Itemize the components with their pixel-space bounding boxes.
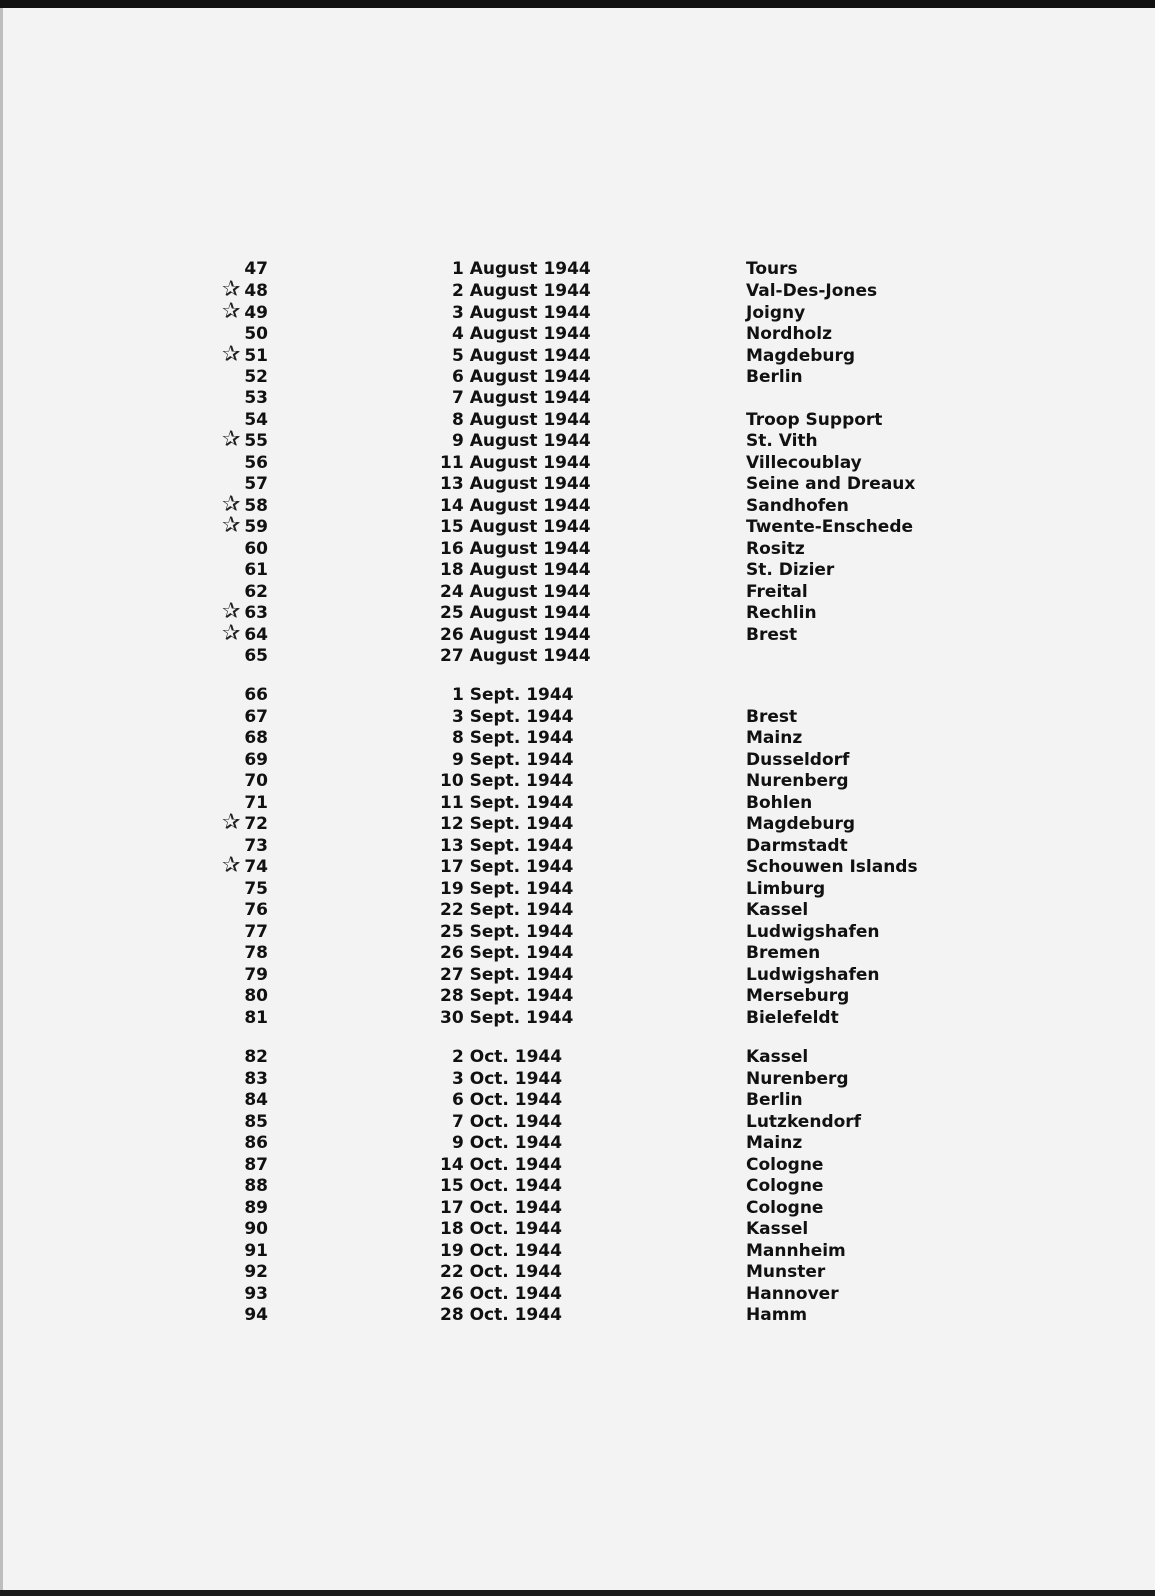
mission-number: 77 (244, 922, 268, 942)
mission-date: 30 Sept. 1944 (440, 1008, 574, 1028)
mission-row (0, 299, 1155, 324)
mission-target: Mainz (746, 1133, 803, 1153)
mission-number: 88 (244, 1176, 268, 1196)
mission-target: Freital (746, 582, 808, 602)
mission-target: Troop Support (746, 410, 883, 430)
mission-number: 58 (244, 496, 268, 516)
mission-target: Hannover (746, 1284, 839, 1304)
mission-row (0, 258, 1155, 280)
mission-row (0, 599, 1155, 624)
mission-number: 91 (244, 1241, 268, 1261)
mission-target: Rositz (746, 539, 805, 559)
mission-target: Kassel (746, 1219, 809, 1239)
mission-date: 17 Sept. 1944 (440, 857, 574, 877)
mission-target: Merseburg (746, 986, 850, 1006)
hand-drawn-star-icon: ✰ (222, 492, 241, 517)
mission-target: Darmstadt (746, 836, 848, 856)
mission-row (0, 473, 1155, 495)
mission-row (0, 1218, 1155, 1240)
mission-row (0, 581, 1155, 603)
mission-target: Brest (746, 625, 798, 645)
mission-number: 54 (244, 410, 268, 430)
mission-number: 94 (244, 1305, 268, 1325)
hand-drawn-star-icon: ✰ (222, 277, 241, 302)
mission-date: 19 Oct. 1944 (440, 1241, 562, 1261)
mission-target: Brest (746, 707, 798, 727)
hand-drawn-star-icon: ✰ (222, 342, 241, 367)
mission-number: 75 (244, 879, 268, 899)
mission-date: 6 August 1944 (452, 367, 591, 387)
mission-target: Joigny (746, 303, 806, 323)
mission-row (0, 1007, 1155, 1029)
mission-target: Nurenberg (746, 771, 849, 791)
mission-date: 7 Oct. 1944 (452, 1112, 563, 1132)
hand-drawn-star-icon: ✰ (222, 853, 241, 878)
mission-date: 11 Sept. 1944 (440, 793, 574, 813)
mission-number: 92 (244, 1262, 268, 1282)
mission-row (0, 559, 1155, 581)
mission-number: 51 (244, 346, 268, 366)
mission-row (0, 452, 1155, 474)
mission-date: 28 Sept. 1944 (440, 986, 574, 1006)
mission-date: 15 August 1944 (440, 517, 591, 537)
mission-number: 89 (244, 1198, 268, 1218)
mission-target: Kassel (746, 1047, 809, 1067)
mission-number: 59 (244, 517, 268, 537)
mission-row (0, 1046, 1155, 1068)
mission-target: Lutzkendorf (746, 1112, 862, 1132)
mission-target: Twente-Enschede (746, 517, 914, 537)
mission-date: 27 Sept. 1944 (440, 965, 574, 985)
mission-date: 3 Sept. 1944 (452, 707, 574, 727)
mission-row (0, 942, 1155, 964)
mission-date: 9 August 1944 (452, 431, 591, 451)
mission-date: 1 August 1944 (452, 259, 591, 279)
mission-number: 82 (244, 1047, 268, 1067)
mission-row (0, 1283, 1155, 1305)
mission-target: Schouwen Islands (746, 857, 918, 877)
mission-number: 84 (244, 1090, 268, 1110)
mission-date: 12 Sept. 1944 (440, 814, 574, 834)
mission-row (0, 985, 1155, 1007)
mission-row (0, 706, 1155, 728)
mission-target: Mainz (746, 728, 803, 748)
mission-number: 80 (244, 986, 268, 1006)
hand-drawn-star-icon: ✰ (222, 513, 241, 538)
mission-number: 78 (244, 943, 268, 963)
mission-row (0, 387, 1155, 409)
mission-row (0, 1197, 1155, 1219)
mission-number: 67 (244, 707, 268, 727)
mission-number: 49 (244, 303, 268, 323)
mission-target: Bohlen (746, 793, 813, 813)
mission-date: 1 Sept. 1944 (452, 685, 574, 705)
mission-date: 2 August 1944 (452, 281, 591, 301)
mission-target: St. Vith (746, 431, 818, 451)
mission-row (0, 513, 1155, 538)
mission-row (0, 492, 1155, 517)
mission-row (0, 1132, 1155, 1154)
mission-number: 86 (244, 1133, 268, 1153)
mission-target: Hamm (746, 1305, 808, 1325)
mission-number: 60 (244, 539, 268, 559)
mission-date: 3 Oct. 1944 (452, 1069, 563, 1089)
mission-number: 79 (244, 965, 268, 985)
mission-number: 63 (244, 603, 268, 623)
mission-date: 7 August 1944 (452, 388, 591, 408)
mission-number: 72 (244, 814, 268, 834)
mission-target: Seine and Dreaux (746, 474, 916, 494)
mission-number: 52 (244, 367, 268, 387)
mission-row (0, 1068, 1155, 1090)
mission-row (0, 366, 1155, 388)
mission-date: 26 Sept. 1944 (440, 943, 574, 963)
mission-row (0, 1111, 1155, 1133)
top-edge-shadow (0, 0, 1155, 8)
mission-row (0, 921, 1155, 943)
mission-row (0, 1240, 1155, 1262)
mission-date: 14 Oct. 1944 (440, 1155, 562, 1175)
mission-target: Magdeburg (746, 814, 856, 834)
mission-row (0, 621, 1155, 646)
mission-target: Tours (746, 259, 798, 279)
mission-row (0, 964, 1155, 986)
mission-target: Nordholz (746, 324, 832, 344)
hand-drawn-star-icon: ✰ (222, 427, 241, 452)
mission-number: 74 (244, 857, 268, 877)
mission-number: 93 (244, 1284, 268, 1304)
mission-number: 55 (244, 431, 268, 451)
mission-date: 22 Oct. 1944 (440, 1262, 562, 1282)
hand-drawn-star-icon: ✰ (222, 299, 241, 324)
mission-number: 85 (244, 1112, 268, 1132)
mission-date: 10 Sept. 1944 (440, 771, 574, 791)
mission-row (0, 342, 1155, 367)
mission-date: 16 August 1944 (440, 539, 591, 559)
mission-date: 15 Oct. 1944 (440, 1176, 562, 1196)
mission-number: 48 (244, 281, 268, 301)
hand-drawn-star-icon: ✰ (222, 810, 241, 835)
mission-target: Ludwigshafen (746, 922, 880, 942)
mission-target: Rechlin (746, 603, 817, 623)
mission-row (0, 277, 1155, 302)
mission-target: Cologne (746, 1176, 824, 1196)
mission-row (0, 770, 1155, 792)
mission-target: Dusseldorf (746, 750, 850, 770)
mission-number: 69 (244, 750, 268, 770)
mission-date: 2 Oct. 1944 (452, 1047, 563, 1067)
mission-row (0, 538, 1155, 560)
mission-number: 70 (244, 771, 268, 791)
mission-number: 53 (244, 388, 268, 408)
mission-date: 5 August 1944 (452, 346, 591, 366)
mission-date: 4 August 1944 (452, 324, 591, 344)
hand-drawn-star-icon: ✰ (222, 599, 241, 624)
mission-date: 9 Oct. 1944 (452, 1133, 563, 1153)
mission-date: 13 August 1944 (440, 474, 591, 494)
mission-number: 73 (244, 836, 268, 856)
mission-number: 57 (244, 474, 268, 494)
mission-number: 71 (244, 793, 268, 813)
mission-target: Ludwigshafen (746, 965, 880, 985)
mission-row (0, 645, 1155, 667)
mission-row (0, 1154, 1155, 1176)
mission-date: 17 Oct. 1944 (440, 1198, 562, 1218)
mission-date: 26 August 1944 (440, 625, 591, 645)
mission-number: 65 (244, 646, 268, 666)
mission-number: 76 (244, 900, 268, 920)
mission-target: Cologne (746, 1155, 824, 1175)
mission-row (0, 899, 1155, 921)
mission-date: 8 August 1944 (452, 410, 591, 430)
mission-target: Nurenberg (746, 1069, 849, 1089)
mission-date: 18 August 1944 (440, 560, 591, 580)
mission-date: 24 August 1944 (440, 582, 591, 602)
mission-row (0, 1089, 1155, 1111)
mission-target: Munster (746, 1262, 826, 1282)
mission-number: 81 (244, 1008, 268, 1028)
mission-row (0, 1304, 1155, 1326)
mission-date: 25 August 1944 (440, 603, 591, 623)
hand-drawn-star-icon: ✰ (222, 621, 241, 646)
mission-target: Villecoublay (746, 453, 862, 473)
mission-number: 83 (244, 1069, 268, 1089)
mission-target: Cologne (746, 1198, 824, 1218)
mission-row (0, 1261, 1155, 1283)
mission-target: Bremen (746, 943, 821, 963)
mission-date: 3 August 1944 (452, 303, 591, 323)
mission-date: 25 Sept. 1944 (440, 922, 574, 942)
mission-row (0, 1175, 1155, 1197)
mission-row (0, 409, 1155, 431)
mission-date: 6 Oct. 1944 (452, 1090, 563, 1110)
mission-number: 47 (244, 259, 268, 279)
mission-target: Berlin (746, 1090, 803, 1110)
mission-target: Bielefeldt (746, 1008, 839, 1028)
mission-row (0, 749, 1155, 771)
mission-row (0, 684, 1155, 706)
mission-number: 56 (244, 453, 268, 473)
mission-target: Val-Des-Jones (746, 281, 878, 301)
mission-date: 11 August 1944 (440, 453, 591, 473)
mission-number: 66 (244, 685, 268, 705)
mission-target: Kassel (746, 900, 809, 920)
mission-number: 87 (244, 1155, 268, 1175)
mission-date: 8 Sept. 1944 (452, 728, 574, 748)
mission-row (0, 792, 1155, 814)
mission-number: 90 (244, 1219, 268, 1239)
mission-date: 13 Sept. 1944 (440, 836, 574, 856)
mission-number: 64 (244, 625, 268, 645)
mission-row (0, 878, 1155, 900)
mission-number: 61 (244, 560, 268, 580)
mission-row (0, 853, 1155, 878)
mission-date: 28 Oct. 1944 (440, 1305, 562, 1325)
mission-row (0, 427, 1155, 452)
mission-target: Berlin (746, 367, 803, 387)
bottom-edge-shadow (0, 1590, 1155, 1596)
mission-target: St. Dizier (746, 560, 835, 580)
mission-date: 27 August 1944 (440, 646, 591, 666)
mission-target: Magdeburg (746, 346, 856, 366)
mission-row (0, 835, 1155, 857)
mission-date: 14 August 1944 (440, 496, 591, 516)
mission-row (0, 727, 1155, 749)
mission-target: Mannheim (746, 1241, 846, 1261)
mission-target: Sandhofen (746, 496, 849, 516)
mission-target: Limburg (746, 879, 826, 899)
mission-date: 9 Sept. 1944 (452, 750, 574, 770)
mission-date: 18 Oct. 1944 (440, 1219, 562, 1239)
mission-number: 68 (244, 728, 268, 748)
mission-row (0, 323, 1155, 345)
mission-number: 50 (244, 324, 268, 344)
mission-date: 19 Sept. 1944 (440, 879, 574, 899)
mission-date: 26 Oct. 1944 (440, 1284, 562, 1304)
mission-number: 62 (244, 582, 268, 602)
mission-date: 22 Sept. 1944 (440, 900, 574, 920)
mission-row (0, 810, 1155, 835)
